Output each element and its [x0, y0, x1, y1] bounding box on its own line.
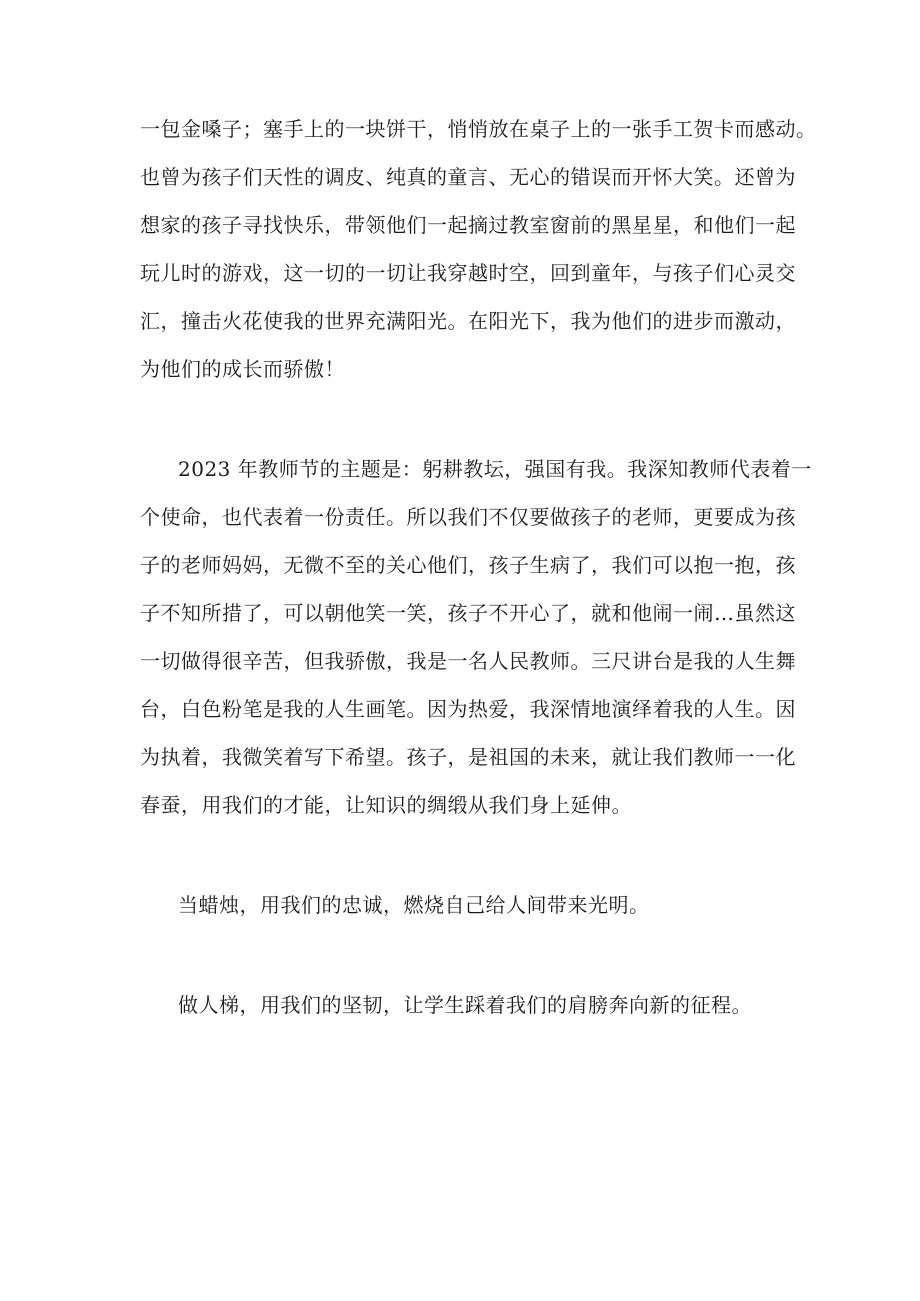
paragraph-1-line-3: 想家的孩子寻找快乐，带领他们一起摘过教室窗前的黑星星，和他们一起 [140, 213, 796, 237]
paragraph-3-line-1: 当蜡烛，用我们的忠诚，燃烧自己给人间带来光明。 [178, 893, 650, 917]
paragraph-1-line-1: 一包金嗓子；塞手上的一块饼干，悄悄放在桌子上的一张手工贺卡而感动。 [140, 117, 817, 141]
paragraph-1-line-6: 为他们的成长而骄傲！ [140, 357, 345, 381]
paragraph-2-line-4: 子不知所措了，可以朝他笑一笑，孩子不开心了，就和他闹一闹…虽然这 [140, 601, 796, 625]
paragraph-1-line-2: 也曾为孩子们天性的调皮、纯真的童言、无心的错误而开怀大笑。还曾为 [140, 165, 796, 189]
paragraph-4-line-1: 做人梯，用我们的坚韧，让学生踩着我们的肩膀奔向新的征程。 [178, 993, 752, 1017]
paragraph-2-line-8: 春蚕，用我们的才能，让知识的绸缎从我们身上延伸。 [140, 793, 632, 817]
paragraph-2-line-3: 子的老师妈妈，无微不至的关心他们，孩子生病了，我们可以抱一抱，孩 [140, 553, 796, 577]
paragraph-2-line-5: 一切做得很辛苦，但我骄傲，我是一名人民教师。三尺讲台是我的人生舞 [140, 649, 796, 673]
paragraph-2-line-6: 台，白色粉笔是我的人生画笔。因为热爱，我深情地演绎着我的人生。因 [140, 697, 796, 721]
paragraph-2-line-1: 2023 年教师节的主题是：躬耕教坛，强国有我。我深知教师代表着一 [178, 457, 812, 481]
paragraph-2-line-7: 为执着，我微笑着写下希望。孩子，是祖国的未来，就让我们教师一一化 [140, 745, 796, 769]
paragraph-1-line-5: 汇，撞击火花使我的世界充满阳光。在阳光下，我为他们的进步而激动， [140, 309, 796, 333]
paragraph-1-line-4: 玩儿时的游戏，这一切的一切让我穿越时空，回到童年，与孩子们心灵交 [140, 261, 796, 285]
paragraph-2-line-2: 个使命，也代表着一份责任。所以我们不仅要做孩子的老师，更要成为孩 [140, 505, 796, 529]
